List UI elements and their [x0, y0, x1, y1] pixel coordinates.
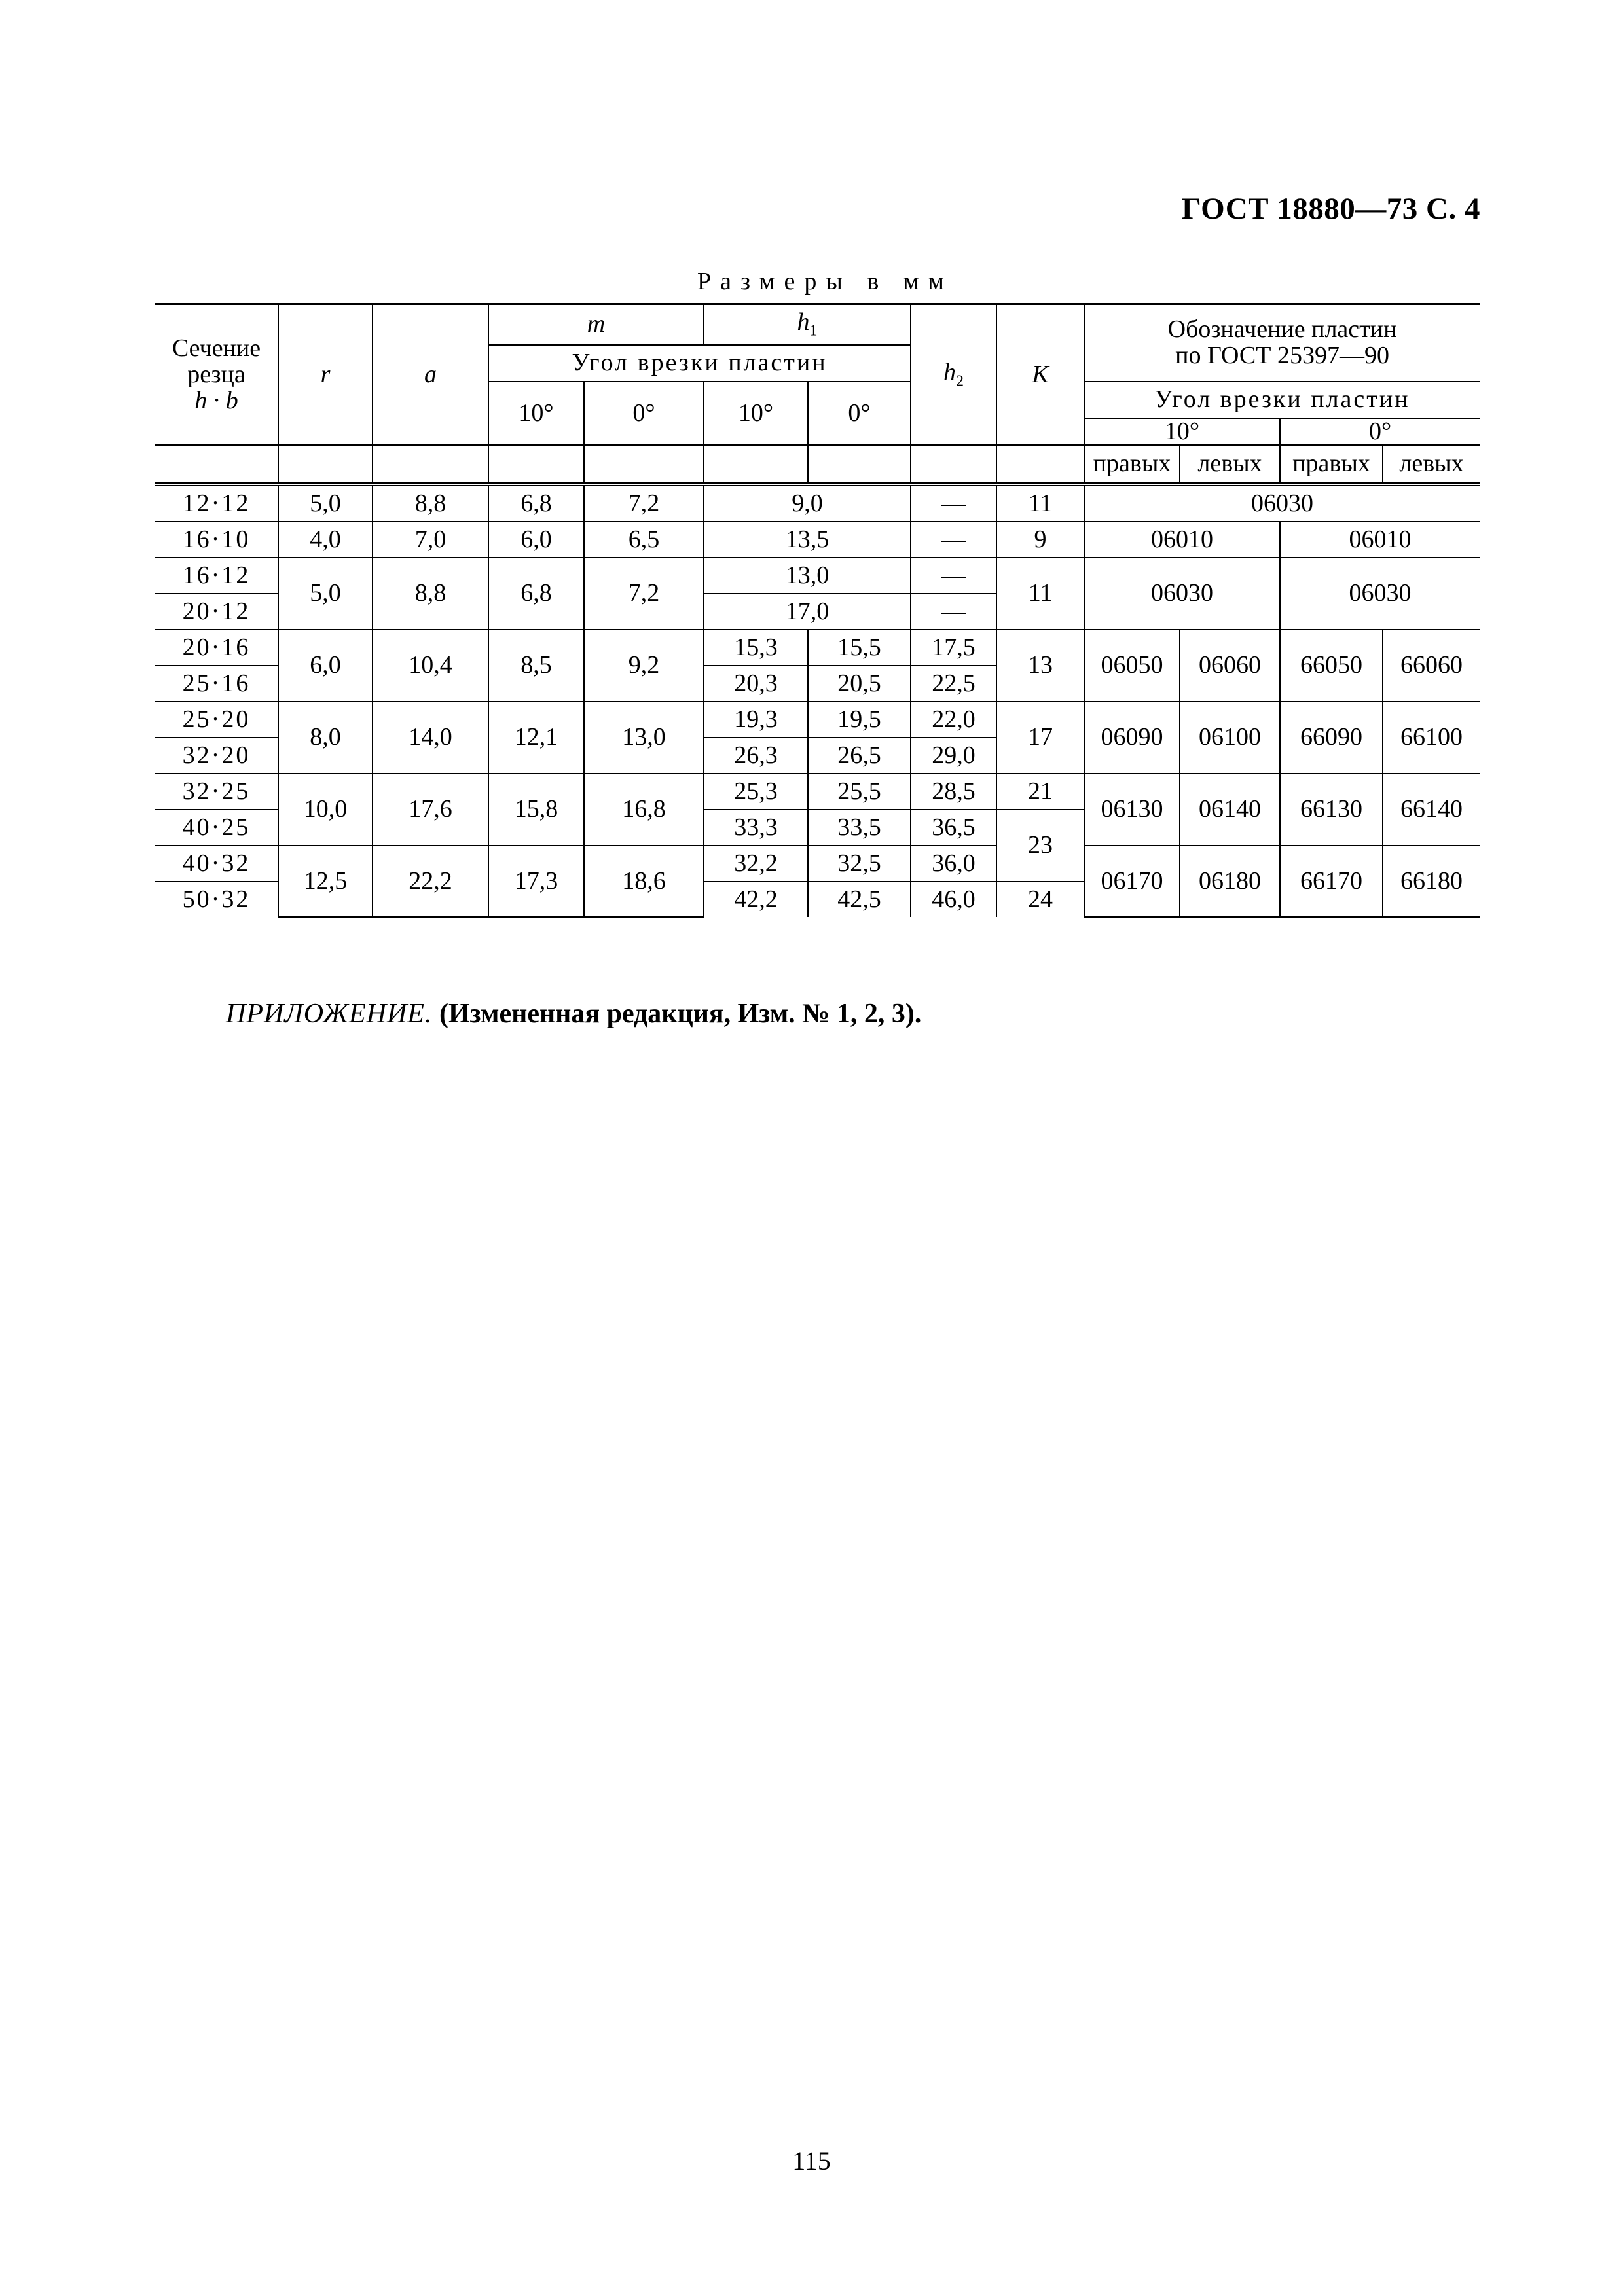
table-cell: 17,5: [911, 630, 996, 666]
table-cell: 23: [996, 810, 1084, 882]
table-cell: 26,5: [808, 738, 911, 774]
table-cell: 16·12: [155, 558, 278, 594]
table-cell: 20·16: [155, 630, 278, 666]
table-cell: 33,5: [808, 810, 911, 846]
col-r-header: r: [278, 304, 373, 446]
table-cell: 8,8: [373, 484, 488, 522]
header-cell: [155, 445, 278, 484]
table-cell: 40·25: [155, 810, 278, 846]
table-cell: 15,3: [704, 630, 808, 666]
table-row: [155, 774, 1480, 810]
table-cell: 06010: [1280, 522, 1480, 558]
table-cell: 20·12: [155, 594, 278, 630]
table-cell: —: [911, 522, 996, 558]
table-cell: 13: [996, 630, 1084, 702]
header-cell: [704, 445, 808, 484]
table-cell: 6,0: [278, 630, 373, 702]
col-section-header: Сечение резца h · b: [155, 304, 278, 446]
table-cell: 32,5: [808, 846, 911, 882]
header-cell: [488, 445, 584, 484]
header-cell: [584, 445, 704, 484]
table-cell: 8,5: [488, 630, 584, 702]
table-cell: 36,5: [911, 810, 996, 846]
table-cell: 06060: [1180, 630, 1280, 702]
table-cell: 8,0: [278, 702, 373, 774]
table-cell: 06170: [1084, 846, 1180, 917]
table-cell: 9: [996, 522, 1084, 558]
appendix-label: ПРИЛОЖЕНИЕ.: [226, 999, 433, 1029]
table-cell: 06100: [1180, 702, 1280, 774]
table-cell: 66170: [1280, 846, 1383, 917]
table-cell: 50·32: [155, 882, 278, 917]
col-designation-header: Обозначение пластин по ГОСТ 25397—90: [1084, 304, 1480, 382]
table-cell: 46,0: [911, 882, 996, 917]
table-header: [155, 304, 1480, 485]
des-10-left-header: левых: [1180, 445, 1280, 484]
table-cell: 06140: [1180, 774, 1280, 846]
table-cell: 32·20: [155, 738, 278, 774]
table-cell: 12,1: [488, 702, 584, 774]
table-cell: —: [911, 594, 996, 630]
table-cell: 15,8: [488, 774, 584, 846]
table-cell: 42,2: [704, 882, 808, 917]
table-cell: 6,8: [488, 558, 584, 630]
table-cell: 29,0: [911, 738, 996, 774]
table-cell: 18,6: [584, 846, 704, 917]
table-cell: 33,3: [704, 810, 808, 846]
table-cell: 66100: [1383, 702, 1480, 774]
table-row: [155, 558, 1480, 594]
table-cell: 17,3: [488, 846, 584, 917]
header-cell: [911, 445, 996, 484]
table-cell: 26,3: [704, 738, 808, 774]
table-cell: 5,0: [278, 558, 373, 630]
table-cell: 16,8: [584, 774, 704, 846]
table-cell: 10,4: [373, 630, 488, 702]
table-cell: 20,5: [808, 666, 911, 702]
table-cell: 28,5: [911, 774, 996, 810]
table-cell: 21: [996, 774, 1084, 810]
header-cell: [278, 445, 373, 484]
h1-0-header: 0°: [808, 382, 911, 446]
table-cell: 25·20: [155, 702, 278, 738]
des-10-right-header: правых: [1084, 445, 1180, 484]
des-0-left-header: левых: [1383, 445, 1480, 484]
header-cell: [808, 445, 911, 484]
table-cell: 4,0: [278, 522, 373, 558]
table-row: [155, 846, 1480, 882]
table-cell: 20,3: [704, 666, 808, 702]
h1-10-header: 10°: [704, 382, 808, 446]
col-m-header: m: [488, 304, 704, 345]
des-angle-header: Угол врезки пластин: [1084, 382, 1480, 418]
table-row: [155, 484, 1480, 522]
table-cell: 25,3: [704, 774, 808, 810]
table-cell: 17,0: [704, 594, 911, 630]
table-cell: 06130: [1084, 774, 1180, 846]
table-cell: 06030: [1084, 558, 1280, 630]
table-cell: 10,0: [278, 774, 373, 846]
appendix-note: [226, 998, 921, 1030]
table-cell: 25·16: [155, 666, 278, 702]
table-cell: 13,0: [704, 558, 911, 594]
table-cell: 66130: [1280, 774, 1383, 846]
page-number: 115: [792, 2146, 831, 2176]
table-cell: 25,5: [808, 774, 911, 810]
col-k-header: K: [996, 304, 1084, 446]
m-0-header: 0°: [584, 382, 704, 446]
table-cell: 13,5: [704, 522, 911, 558]
table-cell: 12,5: [278, 846, 373, 917]
table-cell: 7,2: [584, 558, 704, 630]
table-cell: 11: [996, 558, 1084, 630]
table-cell: 15,5: [808, 630, 911, 666]
table-row: [155, 630, 1480, 666]
table-cell: 36,0: [911, 846, 996, 882]
col-a-header: a: [373, 304, 488, 446]
table-cell: 12·12: [155, 484, 278, 522]
m-10-header: 10°: [488, 382, 584, 446]
des-10-header: 10°: [1084, 418, 1280, 446]
table-cell: 16·10: [155, 522, 278, 558]
table-cell: 13,0: [584, 702, 704, 774]
table-cell: 66090: [1280, 702, 1383, 774]
revision-text: (Измененная редакция, Изм. № 1, 2, 3).: [439, 999, 922, 1029]
table-cell: 19,5: [808, 702, 911, 738]
table-cell: 17: [996, 702, 1084, 774]
table-cell: 7,2: [584, 484, 704, 522]
units-caption: Размеры в мм: [697, 268, 953, 295]
des-0-header: 0°: [1280, 418, 1480, 446]
table-row: [155, 702, 1480, 738]
table-cell: 6,8: [488, 484, 584, 522]
document-header: ГОСТ 18880—73 С. 4: [1181, 192, 1480, 226]
table-cell: —: [911, 484, 996, 522]
header-cell: [373, 445, 488, 484]
table-cell: 22,2: [373, 846, 488, 917]
table-cell: 19,3: [704, 702, 808, 738]
header-cell: [996, 445, 1084, 484]
table-cell: 32·25: [155, 774, 278, 810]
table-cell: 8,8: [373, 558, 488, 630]
table-cell: 6,0: [488, 522, 584, 558]
table-cell: 6,5: [584, 522, 704, 558]
table-cell: 66050: [1280, 630, 1383, 702]
table-cell: 11: [996, 484, 1084, 522]
des-0-right-header: правых: [1280, 445, 1383, 484]
table-cell: 66140: [1383, 774, 1480, 846]
table-cell: 5,0: [278, 484, 373, 522]
angle-header: Угол врезки пластин: [488, 345, 911, 382]
table-cell: 7,0: [373, 522, 488, 558]
col-h2-header: $h_2$: [911, 304, 996, 446]
table-cell: —: [911, 558, 996, 594]
table-cell: 06030: [1280, 558, 1480, 630]
table-cell: 22,5: [911, 666, 996, 702]
table-cell: 06010: [1084, 522, 1280, 558]
table-cell: 14,0: [373, 702, 488, 774]
table-cell: 24: [996, 882, 1084, 917]
table-cell: 06030: [1084, 484, 1480, 522]
table-cell: 06050: [1084, 630, 1180, 702]
table-cell: 9,0: [704, 484, 911, 522]
table-cell: 66060: [1383, 630, 1480, 702]
table-cell: 40·32: [155, 846, 278, 882]
table-cell: 06180: [1180, 846, 1280, 917]
table-row: [155, 522, 1480, 558]
table-cell: 42,5: [808, 882, 911, 917]
table-cell: 66180: [1383, 846, 1480, 917]
col-h1-header: $h_1$: [704, 304, 911, 345]
dimensions-table: [155, 303, 1480, 918]
table-cell: 32,2: [704, 846, 808, 882]
table-cell: 9,2: [584, 630, 704, 702]
table-cell: 17,6: [373, 774, 488, 846]
table-cell: 06090: [1084, 702, 1180, 774]
table-cell: 22,0: [911, 702, 996, 738]
